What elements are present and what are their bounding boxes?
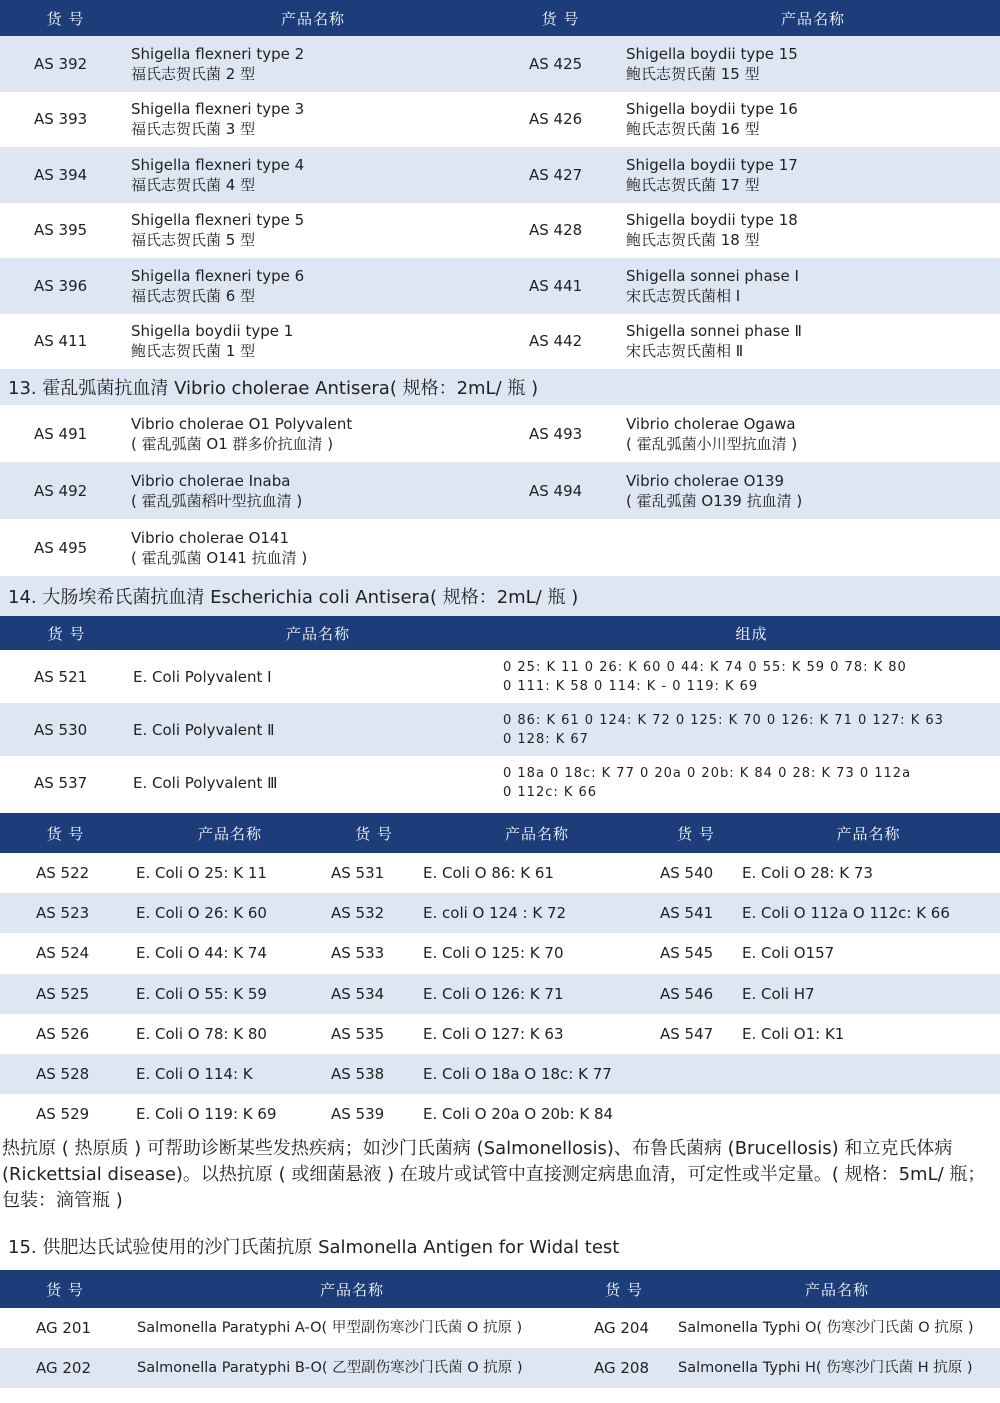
product-code: AS 425	[529, 54, 583, 73]
table-row	[0, 1014, 1000, 1054]
product-code: AS 534	[331, 984, 385, 1003]
product-code: AS 547	[660, 1024, 714, 1043]
product-name	[626, 405, 1000, 462]
product-code: AS 521	[34, 667, 88, 686]
col-header-code: 货 号	[495, 0, 626, 36]
product-name: E. Coli O 86: K 61	[423, 864, 554, 883]
product-code: AS 427	[529, 165, 583, 184]
product-code: AS 411	[34, 332, 88, 351]
product-name-cn: 宋氏志贺氏菌相 Ⅰ	[626, 286, 741, 305]
product-code: AS 526	[36, 1024, 90, 1043]
product-name	[131, 36, 495, 92]
col-header-code: 货 号	[0, 1270, 130, 1308]
product-name	[626, 203, 1000, 259]
product-name	[131, 405, 495, 462]
product-code	[655, 1094, 737, 1134]
product-name-en: Shigella sonnei phase Ⅰ	[626, 266, 799, 285]
product-name-en: Vibrio cholerae Ogawa	[626, 414, 796, 433]
product-name: E. Coli O 114: K	[136, 1065, 253, 1084]
product-name: E. Coli O 127: K 63	[423, 1024, 564, 1043]
product-code: AS 529	[36, 1105, 90, 1124]
product-name	[626, 92, 1000, 148]
col-header-name: 产品名称	[130, 1270, 574, 1308]
composition	[503, 650, 1000, 703]
col-header-name: 产品名称	[737, 813, 1000, 853]
product-name	[737, 1094, 1000, 1134]
table-row	[0, 462, 1000, 519]
product-name-en: Vibrio cholerae O139	[626, 471, 785, 490]
table-row	[0, 703, 1000, 756]
product-code: AS 426	[529, 110, 583, 129]
product-name-cn: 鲍氏志贺氏菌 16 型	[626, 120, 760, 139]
table-row	[0, 1054, 1000, 1094]
product-code: AS 535	[331, 1024, 385, 1043]
product-name-en: Shigella boydii type 17	[626, 155, 798, 174]
product-code: AS 523	[36, 904, 90, 923]
product-name-cn: 鲍氏志贺氏菌 1 型	[131, 342, 256, 361]
product-code: AS 393	[34, 110, 88, 129]
product-code	[655, 1054, 737, 1094]
table-row	[0, 147, 1000, 203]
table-row	[0, 1308, 1000, 1348]
description-paragraph: 热抗原 ( 热原质 ) 可帮助诊断某些发热疾病；如沙门氏菌病 (Salmonellosis)、布鲁氏菌病 (Brucellosis) 和立克氏体病 (Rickettsial disease)。以热抗原 ( 或细菌悬液 ) 在玻片或试管中直接测定病患血清，可定性或半定量。( 规格：5mL/ 瓶；包装：滴管瓶 )	[2, 1138, 986, 1212]
section-title-vibrio: 13. 霍乱弧菌抗血清 Vibrio cholerae Antisera( 规格：2mL/ 瓶 )	[0, 369, 1000, 405]
product-name: Salmonella Typhi H( 伤寒沙门氏菌 H 抗原 )	[678, 1360, 973, 1377]
salmonella-table	[0, 1270, 1000, 1388]
product-code: AS 533	[331, 944, 385, 963]
col-header-name: 产品名称	[674, 1270, 1000, 1308]
product-name-en: Shigella flexneri type 3	[131, 100, 305, 119]
product-name	[131, 203, 495, 259]
table-header	[0, 813, 1000, 853]
col-header-name: 产品名称	[626, 0, 1000, 36]
product-name	[131, 462, 495, 519]
col-header-code: 货 号	[0, 813, 131, 853]
product-code: AG 202	[36, 1359, 92, 1378]
table-row	[0, 1094, 1000, 1134]
product-name-en: Shigella boydii type 15	[626, 44, 798, 63]
product-name: E. Coli O 20a O 20b: K 84	[423, 1105, 614, 1124]
product-name-en: Shigella sonnei phase Ⅱ	[626, 322, 802, 341]
col-header-name: 产品名称	[133, 616, 503, 650]
product-name-cn: 宋氏志贺氏菌相 Ⅱ	[626, 342, 744, 361]
product-name	[626, 462, 1000, 519]
product-name-cn: 福氏志贺氏菌 6 型	[131, 286, 256, 305]
product-name	[131, 314, 495, 370]
product-name: E. coli O 124 : K 72	[423, 904, 567, 923]
product-name	[626, 258, 1000, 314]
product-name	[131, 92, 495, 148]
product-name: E. Coli H7	[742, 984, 815, 1003]
table-header	[0, 0, 1000, 36]
product-name: E. Coli O157	[742, 944, 835, 963]
product-name-cn: 福氏志贺氏菌 3 型	[131, 120, 256, 139]
col-header-code: 货 号	[0, 616, 133, 650]
composition-line: 0 25: K 11 0 26: K 60 0 44: K 74 0 55: K 59 0 78: K 80	[503, 659, 907, 675]
composition	[503, 756, 1000, 809]
product-name-cn: ( 霍乱弧菌 O141 抗血清 )	[131, 548, 308, 567]
product-name: E. Coli O 25: K 11	[136, 864, 267, 883]
table-row	[0, 933, 1000, 973]
table-row	[0, 92, 1000, 148]
table-row	[0, 756, 1000, 809]
product-code: AS 522	[36, 864, 90, 883]
product-name: E. Coli Polyvalent Ⅱ	[133, 720, 275, 739]
product-name-en: Vibrio cholerae O1 Polyvalent	[131, 414, 353, 433]
product-name-en: Shigella flexneri type 2	[131, 44, 305, 63]
product-name-cn: ( 霍乱弧菌小川型抗血清 )	[626, 434, 798, 453]
product-name: Salmonella Typhi O( 伤寒沙门氏菌 O 抗原 )	[678, 1320, 974, 1337]
product-name-cn: 鲍氏志贺氏菌 17 型	[626, 175, 760, 194]
product-name: E. Coli O 126: K 71	[423, 984, 564, 1003]
product-name-cn: 福氏志贺氏菌 2 型	[131, 64, 256, 83]
product-name: E. Coli O 44: K 74	[136, 944, 267, 963]
composition-line: 0 86: K 61 0 124: K 72 0 125: K 70 0 126: K 71 0 127: K 63	[503, 712, 944, 728]
product-code: AS 493	[529, 424, 583, 443]
product-name: Salmonella Paratyphi A-O( 甲型副伤寒沙门氏菌 O 抗原 )	[137, 1320, 523, 1337]
section-title-ecoli: 14. 大肠埃希氏菌抗血清 Escherichia coli Antisera( 规格：2mL/ 瓶 )	[0, 576, 1000, 616]
product-name-cn: 鲍氏志贺氏菌 18 型	[626, 231, 760, 250]
product-code: AS 538	[331, 1065, 385, 1084]
product-code: AS 531	[331, 864, 385, 883]
product-name-en: Shigella flexneri type 4	[131, 155, 305, 174]
product-name	[131, 519, 495, 576]
product-name-en: Shigella flexneri type 6	[131, 266, 305, 285]
table-row	[0, 893, 1000, 933]
product-code	[495, 519, 626, 576]
composition-line: 0 112c: K 66	[503, 784, 598, 800]
product-name: E. Coli Polyvalent Ⅰ	[133, 667, 272, 686]
col-header-code: 货 号	[655, 813, 737, 853]
product-code: AG 208	[594, 1359, 650, 1378]
product-name: E. Coli O 18a O 18c: K 77	[423, 1065, 612, 1084]
product-name: E. Coli O 78: K 80	[136, 1024, 267, 1043]
product-name: E. Coli O 119: K 69	[136, 1105, 277, 1124]
product-name-cn: 鲍氏志贺氏菌 15 型	[626, 64, 760, 83]
product-code: AS 495	[34, 538, 88, 557]
product-code: AS 541	[660, 904, 714, 923]
product-code: AS 546	[660, 984, 714, 1003]
product-code: AS 394	[34, 165, 88, 184]
product-code: AS 442	[529, 332, 583, 351]
composition-line: 0 18a 0 18c: K 77 0 20a 0 20b: K 84 0 28: K 73 0 112a	[503, 765, 912, 781]
product-name: E. Coli O1: K1	[742, 1024, 845, 1043]
product-code: AS 539	[331, 1105, 385, 1124]
table-row	[0, 36, 1000, 92]
product-code: AS 540	[660, 864, 714, 883]
col-header-composition: 组成	[503, 616, 1000, 650]
product-name	[131, 147, 495, 203]
product-name-en: Shigella boydii type 16	[626, 100, 798, 119]
table-row	[0, 853, 1000, 893]
shigella-table	[0, 0, 1000, 369]
table-row	[0, 405, 1000, 462]
product-name-en: Shigella boydii type 18	[626, 211, 798, 230]
ecoli-serotype-table	[0, 813, 1000, 1134]
product-name: E. Coli Polyvalent Ⅲ	[133, 773, 278, 792]
product-name-en: Vibrio cholerae O141	[131, 528, 290, 547]
product-name	[626, 36, 1000, 92]
product-name-en: Shigella flexneri type 5	[131, 211, 305, 230]
product-code: AG 201	[36, 1319, 92, 1338]
product-code: AS 524	[36, 944, 90, 963]
product-name: E. Coli O 28: K 73	[742, 864, 873, 883]
product-name	[626, 519, 1000, 576]
table-header	[0, 616, 1000, 650]
product-name	[626, 147, 1000, 203]
col-header-code: 货 号	[574, 1270, 674, 1308]
product-name	[626, 314, 1000, 370]
table-row	[0, 1348, 1000, 1388]
table-row	[0, 519, 1000, 576]
composition-line: 0 128: K 67	[503, 731, 589, 747]
product-name	[737, 1054, 1000, 1094]
table-row	[0, 203, 1000, 259]
product-code: AS 525	[36, 984, 90, 1003]
product-code: AS 530	[34, 720, 88, 739]
product-name-cn: 福氏志贺氏菌 5 型	[131, 231, 256, 250]
product-code: AS 441	[529, 276, 583, 295]
product-code: AS 545	[660, 944, 714, 963]
product-code: AG 204	[594, 1319, 650, 1338]
table-header	[0, 1270, 1000, 1308]
product-name-en: Vibrio cholerae Inaba	[131, 471, 291, 490]
col-header-code: 货 号	[329, 813, 419, 853]
product-code: AS 428	[529, 221, 583, 240]
table-row	[0, 314, 1000, 370]
product-code: AS 537	[34, 773, 88, 792]
product-name-cn: ( 霍乱弧菌稻叶型抗血清 )	[131, 491, 303, 510]
composition-line: 0 111: K 58 0 114: K - 0 119: K 69	[503, 678, 759, 694]
ecoli-polyvalent-table	[0, 616, 1000, 809]
col-header-name: 产品名称	[131, 813, 329, 853]
composition	[503, 703, 1000, 756]
product-code: AS 494	[529, 481, 583, 500]
product-name: E. Coli O 55: K 59	[136, 984, 267, 1003]
product-code: AS 395	[34, 221, 88, 240]
product-name-cn: ( 霍乱弧菌 O139 抗血清 )	[626, 491, 803, 510]
table-row	[0, 974, 1000, 1014]
product-name	[131, 258, 495, 314]
product-name: Salmonella Paratyphi B-O( 乙型副伤寒沙门氏菌 O 抗原 )	[137, 1360, 523, 1377]
product-code: AS 528	[36, 1065, 90, 1084]
product-code: AS 491	[34, 424, 88, 443]
product-code: AS 492	[34, 481, 88, 500]
product-code: AS 532	[331, 904, 385, 923]
product-name: E. Coli O 26: K 60	[136, 904, 267, 923]
col-header-code: 货 号	[0, 0, 131, 36]
product-name: E. Coli O 125: K 70	[423, 944, 564, 963]
section-title-salmonella: 15. 供肥达氏试验使用的沙门氏菌抗原 Salmonella Antigen for Widal test	[8, 1237, 620, 1259]
table-row	[0, 650, 1000, 703]
product-code: AS 392	[34, 54, 88, 73]
product-code: AS 396	[34, 276, 88, 295]
col-header-name: 产品名称	[131, 0, 495, 36]
col-header-name: 产品名称	[419, 813, 655, 853]
vibrio-table	[0, 405, 1000, 576]
product-name-cn: 福氏志贺氏菌 4 型	[131, 175, 256, 194]
product-name: E. Coli O 112a O 112c: K 66	[742, 904, 950, 923]
product-name-en: Shigella boydii type 1	[131, 322, 294, 341]
product-name-cn: ( 霍乱弧菌 O1 群多价抗血清 )	[131, 434, 334, 453]
table-row	[0, 258, 1000, 314]
